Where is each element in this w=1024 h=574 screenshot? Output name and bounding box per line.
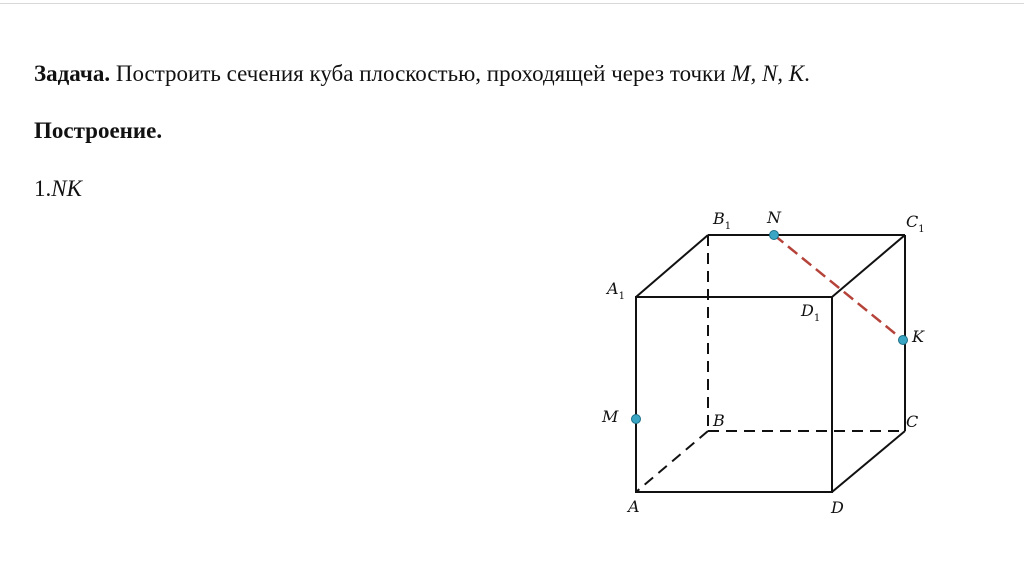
section-line-NK <box>774 235 903 340</box>
label-D: D <box>831 498 844 517</box>
label-K: K <box>912 327 924 346</box>
step-1-text: NK <box>51 176 82 201</box>
task-text: Построить сечения куба плоскостью, проходящей через точки <box>115 61 732 86</box>
label-A1: $A_1$ <box>607 279 625 302</box>
construction-title: Построение. <box>34 118 163 143</box>
edge-DC <box>832 431 905 492</box>
label-M: M <box>602 407 619 426</box>
label-B1: $B_1$ <box>713 209 732 232</box>
edge-A1B1 <box>636 235 708 297</box>
label-N: N <box>767 208 781 227</box>
label-C1: $C_1$ <box>906 212 925 235</box>
front-face <box>636 297 832 492</box>
task-period: . <box>804 61 810 86</box>
task-points: M, N, K <box>731 61 805 86</box>
label-B: B <box>713 411 725 430</box>
edge-D1C1 <box>832 235 905 297</box>
task-label: Задача. <box>34 61 111 86</box>
step-1-number: 1. <box>34 176 52 201</box>
edge-AB <box>636 431 708 492</box>
label-C: C <box>906 412 919 431</box>
point-N <box>770 231 779 240</box>
point-K <box>899 336 908 345</box>
label-D1: $D_1$ <box>801 301 821 324</box>
label-A: A <box>628 497 640 516</box>
point-M <box>632 415 641 424</box>
